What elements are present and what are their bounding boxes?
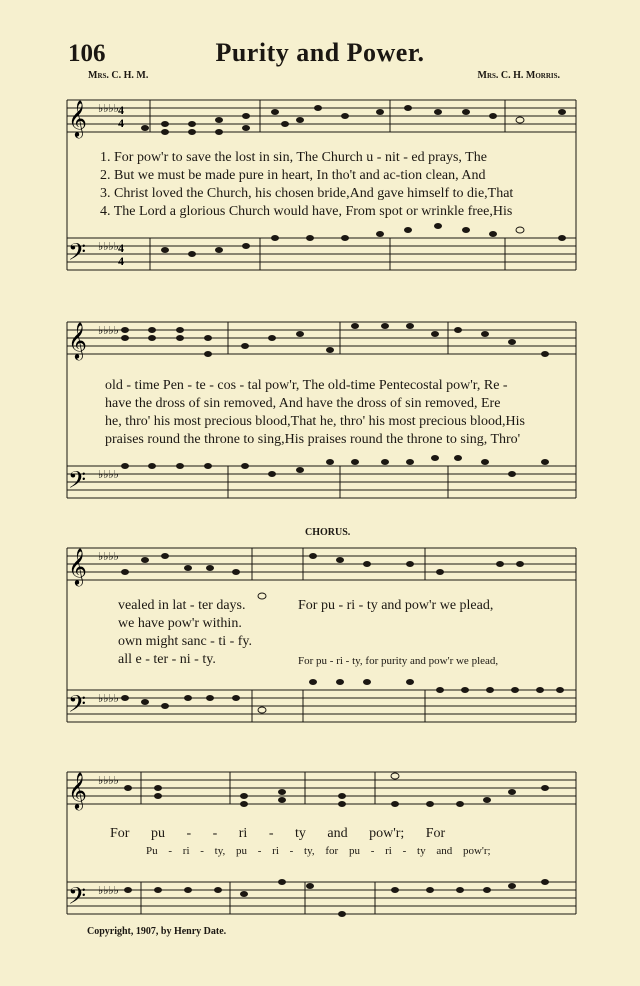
svg-text:𝄢: 𝄢 — [68, 468, 87, 499]
svg-text:𝄞: 𝄞 — [68, 548, 87, 584]
chorus-lyric-line: For pu - ri - ty and pow'r we plead, — [298, 598, 494, 613]
verse-2-line-a: 2. But we must be made pure in heart, In tho't and ac-tion clean, And — [100, 168, 486, 183]
verse-4-line-c: all e - ter - ni - ty. — [118, 652, 216, 667]
hymn-title: Purity and Power. — [215, 38, 425, 67]
time-signature: 4 — [118, 103, 124, 117]
verse-4-line-a: 4. The Lord a glorious Church would have, From spot or wrinkle free,His — [100, 204, 513, 219]
verse-2-line-c: we have pow'r within. — [118, 616, 242, 631]
svg-text:♭♭♭♭: ♭♭♭♭ — [98, 775, 119, 787]
svg-text:♭♭♭♭: ♭♭♭♭ — [98, 885, 119, 897]
verse-2-line-b: have the dross of sin removed, And have the dross of sin removed, Ere — [105, 396, 501, 411]
music-credit: Mrs. C. H. Morris. — [477, 70, 560, 81]
svg-text:𝄞: 𝄞 — [68, 322, 87, 358]
verse-1-line-a: 1. For pow'r to save the lost in sin, The Church u - nit - ed prays, The — [100, 150, 487, 165]
system-4-bass-staff — [67, 882, 576, 914]
svg-text:𝄞: 𝄞 — [68, 772, 87, 808]
svg-text:𝄢: 𝄢 — [68, 884, 87, 915]
verse-3-line-a: 3. Christ loved the Church, his chosen bride,And gave himself to die,That — [100, 186, 514, 201]
page-number: 106 — [68, 40, 106, 67]
treble-clef-icon: 𝄞 — [68, 100, 87, 136]
svg-text:4: 4 — [118, 241, 124, 255]
system-4-treble-staff — [67, 772, 576, 914]
svg-text:𝄢: 𝄢 — [68, 692, 87, 723]
verse-4-line-b: praises round the throne to sing,His praises round the throne to sing, Thro' — [105, 432, 521, 447]
chorus-treble-lyric-2: For pu - - ri - ty and pow'r; For — [110, 826, 446, 841]
verse-1-line-c: vealed in lat - ter days. — [118, 598, 246, 613]
svg-text:♭♭♭♭: ♭♭♭♭ — [98, 551, 119, 563]
svg-text:♭♭♭♭: ♭♭♭♭ — [98, 693, 119, 705]
chorus-label: CHORUS. — [305, 527, 351, 538]
verse-3-line-c: own might sanc - ti - fy. — [118, 634, 253, 649]
system-3-notes — [121, 553, 564, 713]
svg-text:♭♭♭♭: ♭♭♭♭ — [98, 325, 119, 337]
copyright-notice: Copyright, 1907, by Henry Date. — [87, 926, 227, 937]
svg-text:♭♭♭♭: ♭♭♭♭ — [98, 469, 119, 481]
system-2-bass-staff — [67, 466, 576, 498]
system-3-bass-staff — [67, 690, 576, 722]
svg-text:4: 4 — [118, 254, 124, 268]
words-credit: Mrs. C. H. M. — [88, 70, 149, 81]
svg-text:4: 4 — [118, 116, 124, 130]
bass-clef-icon: 𝄢 — [68, 240, 87, 271]
key-signature-flats: ♭♭♭♭ — [98, 103, 119, 115]
system-1-bass-staff — [67, 238, 576, 270]
verse-1-line-b: old - time Pen - te - cos - tal pow'r, The old-time Pentecostal pow'r, Re - — [105, 378, 508, 393]
chorus-bass-lyric-2: Pu - ri - ty, pu - ri - ty, for pu - ri - ty and pow'r; — [146, 845, 491, 857]
svg-text:♭♭♭♭: ♭♭♭♭ — [98, 241, 119, 253]
verse-3-line-b: he, thro' his most precious blood,That he, thro' his most precious blood,His — [105, 414, 525, 429]
chorus-bass-lyric: For pu - ri - ty, for purity and pow'r we plead, — [298, 655, 499, 667]
